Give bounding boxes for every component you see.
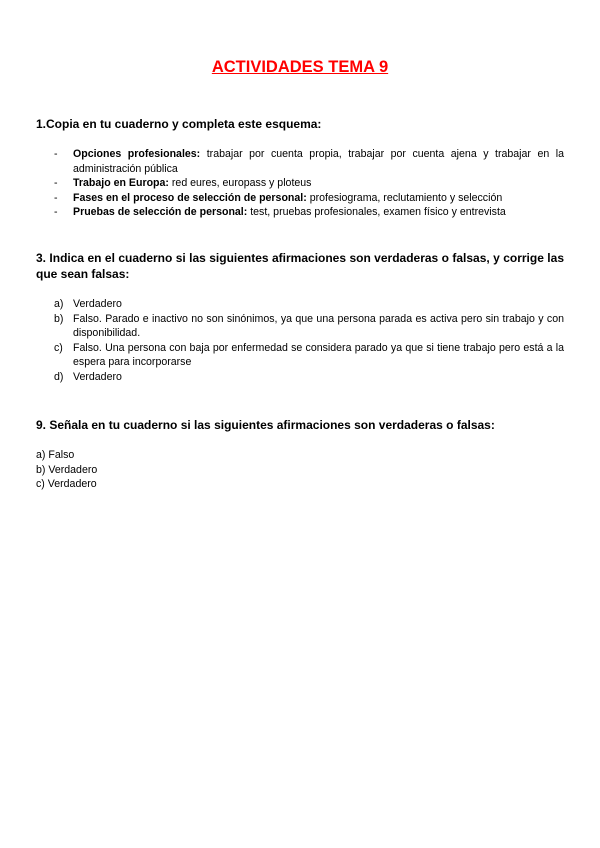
section-1-list [36, 147, 564, 220]
item-label: Pruebas de selección de personal: [73, 206, 248, 218]
list-item: c) Verdadero [36, 478, 97, 490]
list-item [36, 341, 564, 370]
item-label: Trabajo en Europa: [73, 177, 169, 189]
list-item [36, 312, 564, 341]
list-item [36, 297, 564, 312]
item-text: trabajar por cuenta propia, trabajar por cuenta ajena y trabajar en la administración pública [73, 148, 565, 175]
section-3-heading: 3. Indica en el cuaderno si las siguientes afirmaciones son verdaderas o falsas, y corrige las que sean falsas: [36, 251, 564, 281]
item-text: Falso. Una persona con baja por enfermedad se considera parado ya que si tiene trabajo pero está a la espera para incorporarse [73, 341, 564, 368]
item-marker: d) [54, 370, 64, 383]
item-text: Falso. Parado e inactivo no son sinónimos, ya que una persona parada es activa pero sin trabajo y con disponibilidad. [73, 312, 564, 339]
item-text: Verdadero [73, 370, 122, 383]
bullet-marker: - [54, 177, 58, 189]
item-marker: c) [54, 341, 63, 354]
section-9-heading: 9. Señala en tu cuaderno si las siguientes afirmaciones son verdaderas o falsas: [36, 418, 495, 432]
item-text: profesiograma, reclutamiento y selección [306, 191, 503, 204]
bullet-marker: - [54, 191, 58, 204]
item-marker: a) [54, 298, 64, 310]
item-marker: b) [54, 312, 64, 325]
list-item [36, 147, 564, 176]
page-title: ACTIVIDADES TEMA 9 [211, 58, 389, 76]
bullet-marker: - [54, 206, 58, 218]
item-label: Fases en el proceso de selección de personal: [73, 191, 307, 204]
list-item: a) Falso [36, 449, 75, 461]
list-item: b) Verdadero [36, 463, 98, 476]
list-item [36, 370, 564, 385]
item-text: Verdadero [73, 298, 122, 310]
section-1-heading: 1.Copia en tu cuaderno y completa este esquema: [36, 117, 322, 131]
item-label: Opciones profesionales: [73, 148, 201, 160]
section-3-list [36, 297, 564, 384]
list-item [36, 191, 564, 206]
list-item [36, 205, 564, 220]
item-text: test, pruebas profesionales, examen físico y entrevista [247, 206, 506, 218]
section-9-list [36, 448, 97, 492]
bullet-marker: - [54, 148, 58, 160]
item-text: red eures, europass y ploteus [168, 177, 312, 189]
list-item [36, 176, 564, 191]
